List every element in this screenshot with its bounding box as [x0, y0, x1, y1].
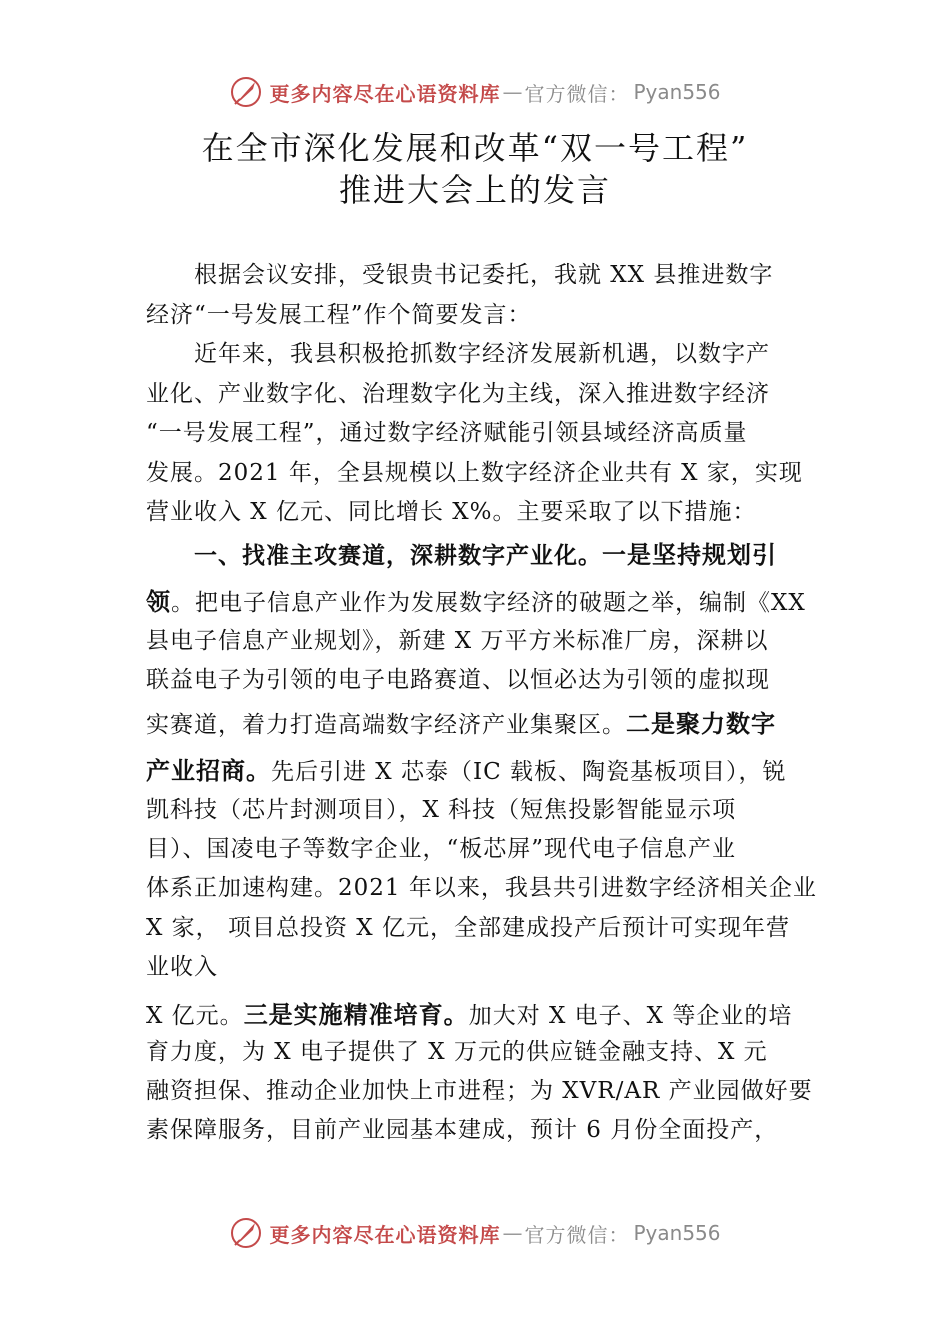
watermark-wechat-label: 官方微信： — [524, 1222, 630, 1247]
paragraph-text: 。把电子信息产业作为发展数字经济的破题之举，编制《XX — [171, 590, 806, 616]
watermark-wechat-label: 官方微信： — [524, 81, 630, 106]
section-heading-line — [194, 535, 816, 576]
paragraph-line: 目）、国凌电子等数字企业，“板芯屏”现代电子信息产业 — [146, 836, 737, 862]
paragraph-line: “一号发展工程”，通过数字经济赋能引领县域经济高质量 — [146, 420, 748, 446]
watermark-dash: — — [502, 80, 523, 104]
paragraph-line: 县电子信息产业规划》，新建 X 万平方米标准厂房，深耕以 — [146, 628, 769, 654]
watermark-header — [0, 72, 950, 112]
quill-pen-seal-icon — [229, 1216, 263, 1250]
bold-subheading: 产业招商。 — [146, 757, 271, 785]
bold-subheading: 领 — [146, 588, 171, 616]
paragraph-text: 实赛道，着力打造高端数字经济产业集聚区。 — [146, 712, 626, 738]
paragraph-line: 联益电子为引领的电子电路赛道、以恒必达为引领的虚拟现 — [146, 667, 770, 693]
watermark-wechat-id: Pyan556 — [633, 1221, 721, 1245]
watermark-dash: — — [502, 1221, 523, 1245]
paragraph-line: 经济“一号发展工程”作个简要发言： — [146, 302, 532, 328]
quill-pen-seal-icon — [229, 75, 263, 109]
document-title-line-1: 在全市深化发展和改革“双一号工程” — [201, 129, 749, 167]
paragraph-text: X 亿元。 — [146, 1003, 244, 1029]
paragraph-line: 业收入 — [146, 954, 218, 980]
section-heading: 一、找准主攻赛道，深耕数字产业化。 — [194, 543, 602, 569]
bold-subheading: 三是实施精准培育。 — [243, 1001, 469, 1029]
paragraph-text: 先后引进 X 芯泰（IC 载板、陶瓷基板项目），锐 — [271, 759, 787, 785]
paragraph-line: 体系正加速构建。2021 年以来，我县共引进数字经济相关企业 — [146, 875, 817, 901]
watermark-brand-text: 更多内容尽在心语资料库 — [269, 1222, 501, 1247]
paragraph-text: 加大对 X 电子、X 等企业的培 — [468, 1003, 793, 1029]
document-title-line-2: 推进大会上的发言 — [338, 171, 611, 209]
watermark-footer — [0, 1213, 950, 1253]
bold-subheading: 二是聚力数字 — [626, 710, 776, 738]
paragraph-line: 近年来，我县积极抢抓数字经济发展新机遇，以数字产 — [194, 341, 770, 367]
paragraph-line: 根据会议安排，受银贵书记委托，我就 XX 县推进数字 — [194, 262, 774, 288]
paragraph-line: 凯科技（芯片封测项目），X 科技（短焦投影智能显示项 — [146, 797, 737, 823]
paragraph-line: 育力度，为 X 电子提供了 X 万元的供应链金融支持、X 元 — [146, 1039, 768, 1065]
paragraph-line: X 家， 项目总投资 X 亿元，全部建成投产后预计可实现年营 — [146, 915, 790, 941]
watermark-wechat-id: Pyan556 — [633, 80, 721, 104]
paragraph-line — [146, 995, 816, 1036]
paragraph-line — [146, 751, 816, 792]
bold-subheading: 一是坚持规划引 — [602, 541, 777, 569]
paragraph-line: 业化、产业数字化、治理数字化为主线，深入推进数字经济 — [146, 381, 770, 407]
paragraph-line: 素保障服务，目前产业园基本建成，预计 6 月份全面投产， — [146, 1117, 779, 1143]
paragraph-line: 营业收入 X 亿元、同比增长 X%。主要采取了以下措施： — [146, 499, 757, 525]
paragraph-line: 发展。2021 年，全县规模以上数字经济企业共有 X 家，实现 — [146, 460, 803, 486]
watermark-brand-text: 更多内容尽在心语资料库 — [269, 81, 501, 106]
paragraph-line — [146, 582, 816, 623]
paragraph-line — [146, 704, 816, 745]
paragraph-line: 融资担保、推动企业加快上市进程；为 XVR/AR 产业园做好要 — [146, 1078, 813, 1104]
